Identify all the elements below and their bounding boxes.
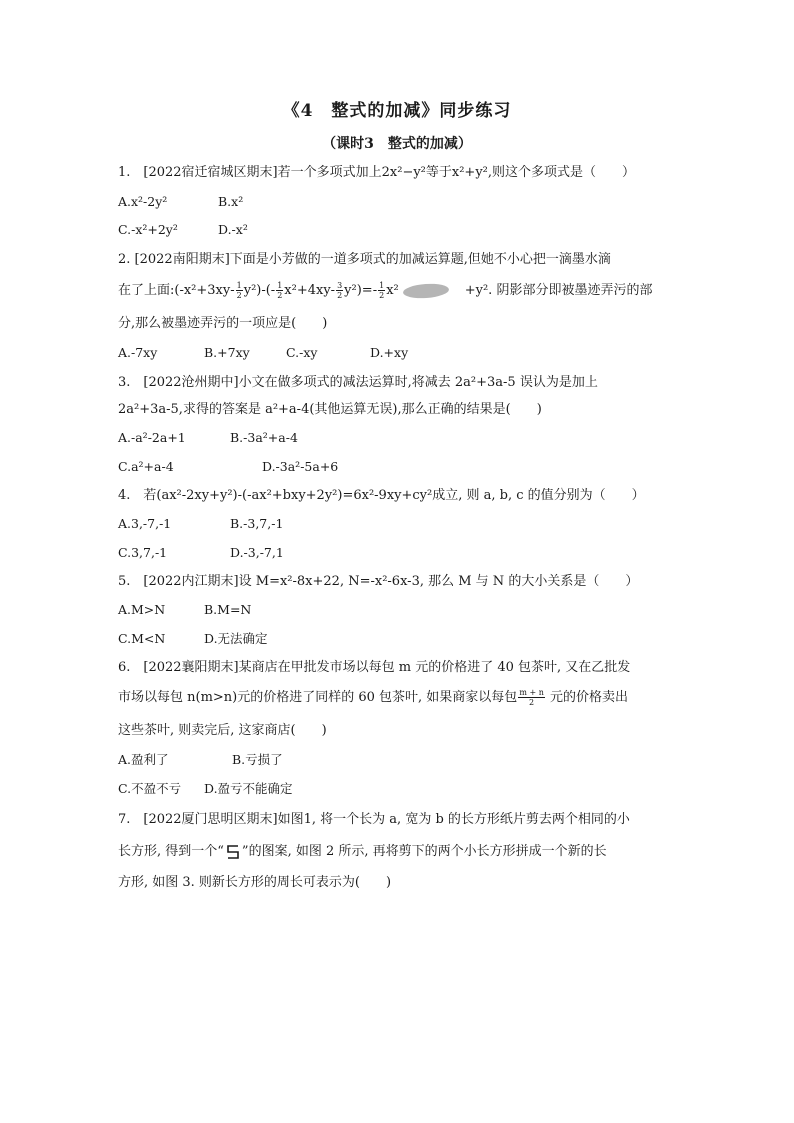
- question-5-option-b: B.M=N: [204, 602, 252, 617]
- question-4-option-a: A.3,-7,-1: [118, 516, 172, 531]
- question-3-line-1: 3. [2022沧州期中]小文在做多项式的减法运算时,将减去 2a²+3a-5 误认为是加上: [118, 375, 598, 390]
- question-4-option-d: D.-3,-7,1: [230, 545, 284, 560]
- question-5-option-d: D.无法确定: [204, 631, 268, 646]
- s-shape-icon: [226, 844, 240, 860]
- question-3-line-2: 2a²+3a-5,求得的答案是 a²+a-4(其他运算无误),那么正确的结果是( ): [118, 402, 542, 417]
- question-2-line-3: 分,那么被墨迹弄污的一项应是( ): [118, 316, 328, 331]
- fraction-half: $\frac{1}{2}$: [379, 281, 385, 300]
- question-1-option-c: C.-x²+2y²: [118, 222, 178, 237]
- page-subtitle: （课时3 整式的加减）: [322, 136, 472, 152]
- question-5-option-c: C.M<N: [118, 631, 166, 646]
- question-3-option-b: B.-3a²+a-4: [230, 430, 298, 445]
- question-4-option-b: B.-3,7,-1: [230, 516, 284, 531]
- question-4-option-c: C.3,7,-1: [118, 545, 168, 560]
- fraction-half: $\frac{1}{2}$: [277, 281, 283, 300]
- question-2-option-b: B.+7xy: [204, 345, 250, 360]
- question-2-option-c: C.-xy: [286, 345, 318, 360]
- question-2-line-2: 在了上面:(-x²+3xy- $\frac{1}{2}$ y²)-(- $\frac{1}{2}$ x²+4xy- $\frac{3}{2}$ y²)=- $\frac{1}{2}$ x² +y². 阴影部分即被墨迹弄污的部: [118, 281, 653, 300]
- page-title: 《4 整式的加减》同步练习: [282, 101, 512, 121]
- fraction-three-halves: $\frac{3}{2}$: [337, 281, 343, 300]
- question-2-line-1: 2. [2022南阳期末]下面是小芳做的一道多项式的加减运算题,但她不小心把一滴墨水滴: [118, 252, 611, 267]
- question-6-line-1: 6. [2022襄阳期末]某商店在甲批发市场以每包 m 元的价格进了 40 包茶叶, 又在乙批发: [118, 660, 631, 675]
- question-6-option-d: D.盈亏不能确定: [204, 781, 293, 796]
- question-6-option-c: C.不盈不亏: [118, 781, 182, 796]
- question-7-line-2: 长方形, 得到一个“ ”的图案, 如图 2 所示, 再将剪下的两个小长方形拼成一个新的长: [118, 844, 607, 859]
- question-5-text: 5. [2022内江期末]设 M=x²-8x+22, N=-x²-6x-3, 那么 M 与 N 的大小关系是（ ）: [118, 574, 639, 589]
- question-1-option-a: A.x²-2y²: [118, 194, 168, 209]
- question-3-option-d: D.-3a²-5a+6: [262, 459, 339, 474]
- question-6-line-3: 这些茶叶, 则卖完后, 这家商店( ): [118, 723, 327, 738]
- question-1-option-d: D.-x²: [218, 222, 248, 237]
- question-3-option-c: C.a²+a-4: [118, 459, 174, 474]
- fraction-m-plus-n-over-2: $\frac{m + n}{2}$: [519, 688, 544, 707]
- question-3-option-a: A.-a²-2a+1: [118, 430, 186, 445]
- question-7-line-3: 方形, 如图 3. 则新长方形的周长可表示为( ): [118, 875, 392, 890]
- question-6-option-a: A.盈利了: [118, 752, 169, 767]
- question-4-text: 4. 若(ax²-2xy+y²)-(-ax²+bxy+2y²)=6x²-9xy+cy²成立, 则 a, b, c 的值分别为（ ）: [118, 488, 645, 503]
- ink-blot-image: [402, 282, 449, 299]
- question-6-option-b: B.亏损了: [232, 752, 283, 767]
- question-2-option-d: D.+xy: [370, 345, 409, 360]
- question-6-line-2: 市场以每包 n(m>n)元的价格进了同样的 60 包茶叶, 如果商家以每包 $\frac{m + n}{2}$ 元的价格卖出: [118, 688, 628, 707]
- fraction-half: $\frac{1}{2}$: [236, 281, 242, 300]
- question-5-option-a: A.M>N: [118, 602, 166, 617]
- question-1-option-b: B.x²: [218, 194, 244, 209]
- question-2-option-a: A.-7xy: [118, 345, 158, 360]
- question-1-text: 1. [2022宿迁宿城区期末]若一个多项式加上2x²−y²等于x²+y²,则这个多项式是（ ）: [118, 165, 636, 180]
- question-7-line-1: 7. [2022厦门思明区期末]如图1, 将一个长为 a, 宽为 b 的长方形纸片剪去两个相同的小: [118, 812, 630, 827]
